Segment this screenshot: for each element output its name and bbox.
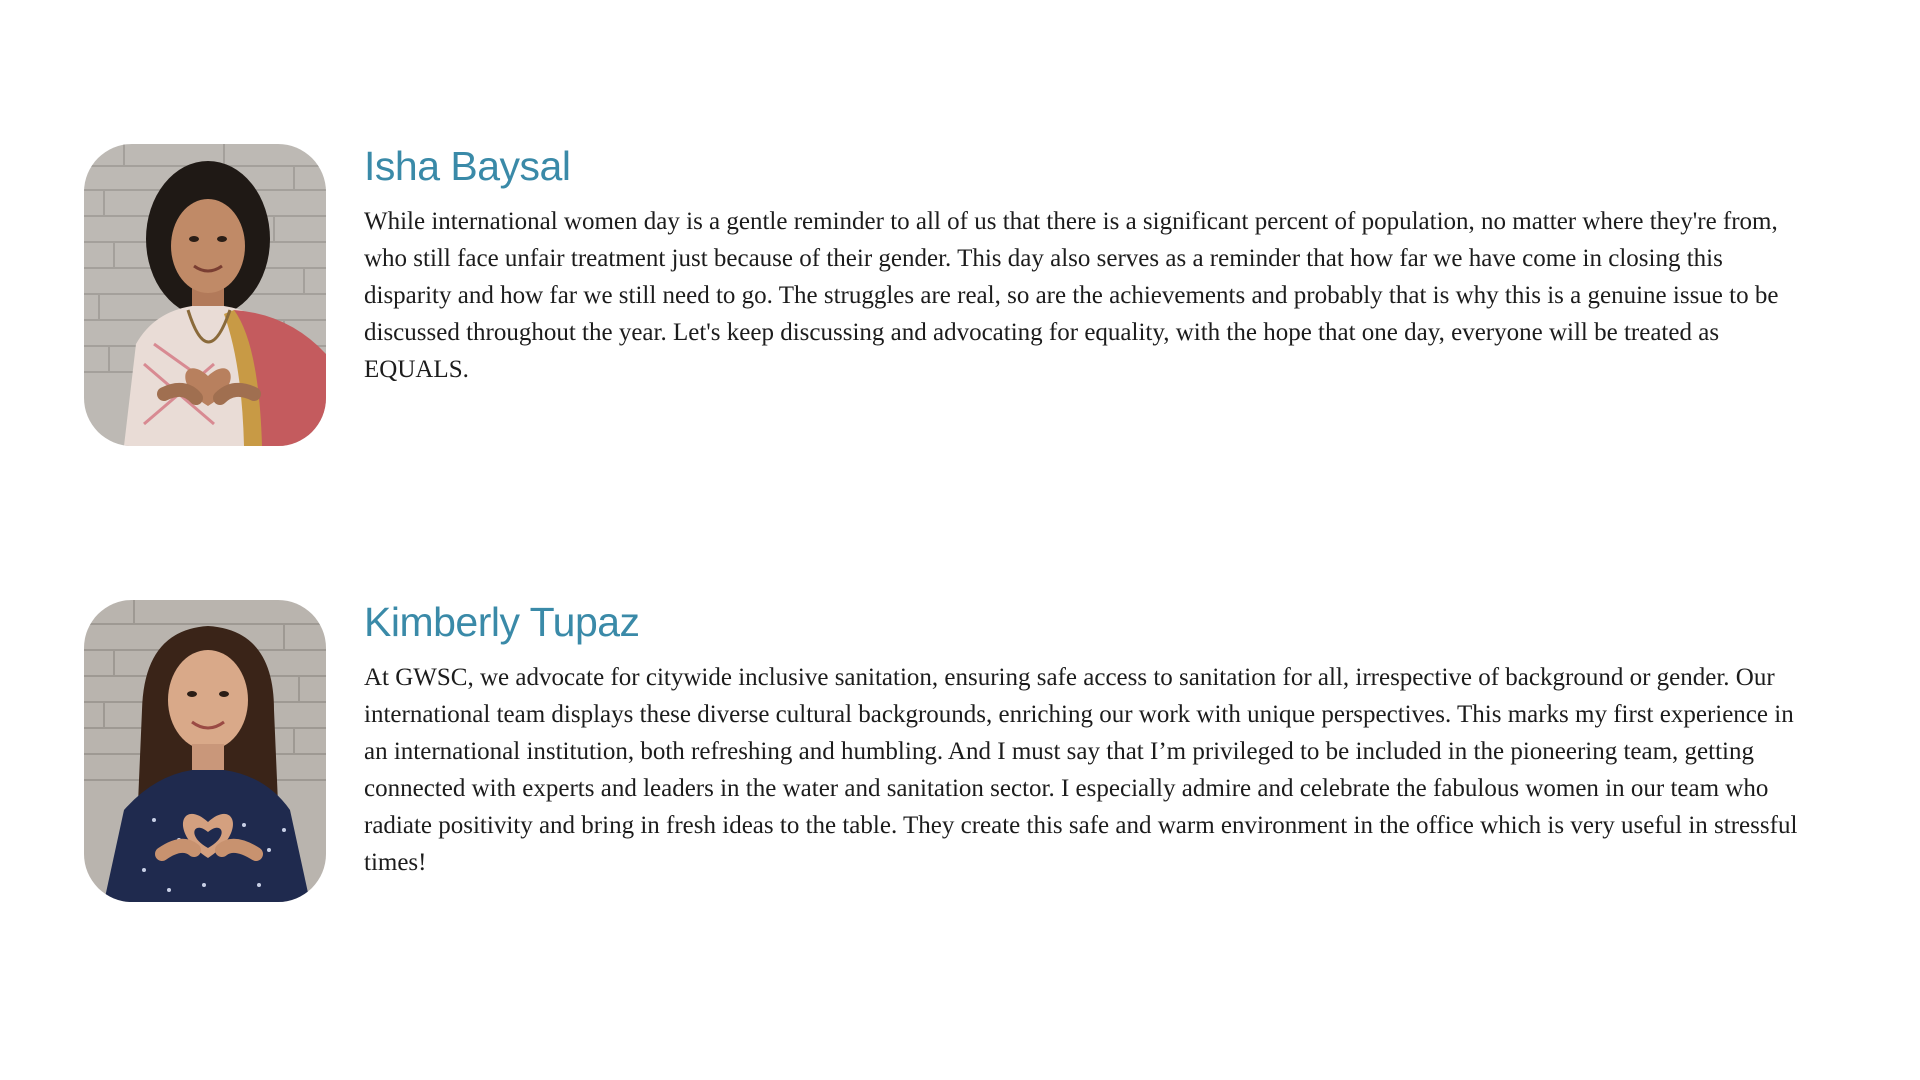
profile-name: Isha Baysal [364, 143, 571, 189]
profile-content [364, 600, 1824, 881]
profile-content [364, 144, 1824, 388]
profile-card [84, 600, 1824, 902]
profile-bio: At GWSC, we advocate for citywide inclusive sanitation, ensuring safe access to sanitation for all, irrespective of background or gender. Our international team displays these diverse cultural backgrounds, enriching our work with unique perspectives. This marks my first experience in an international institution, both refreshing and humbling. And I must say that I’m privileged to be included in the pioneering team, getting connected with experts and leaders in the water and sanitation sector. I especially admire and celebrate the fabulous women in our team who radiate positivity and bring in fresh ideas to the table. They create this safe and warm environment in the office which is very useful in stressful times! [364, 664, 1798, 877]
portrait-photo-icon [84, 144, 326, 446]
profile-card [84, 144, 1824, 446]
profile-name: Kimberly Tupaz [364, 599, 640, 645]
portrait-photo-icon [84, 600, 326, 902]
profile-bio: While international women day is a gentle reminder to all of us that there is a significant percent of population, no matter where they're from, who still face unfair treatment just because of their gender. This day also serves as a reminder that how far we have come in closing this disparity and how far we still need to go. The struggles are real, so are the achievements and probably that is why this is a genuine issue to be discussed throughout the year. Let's keep discussing and advocating for equality, with the hope that one day, everyone will be treated as EQUALS. [364, 208, 1779, 384]
